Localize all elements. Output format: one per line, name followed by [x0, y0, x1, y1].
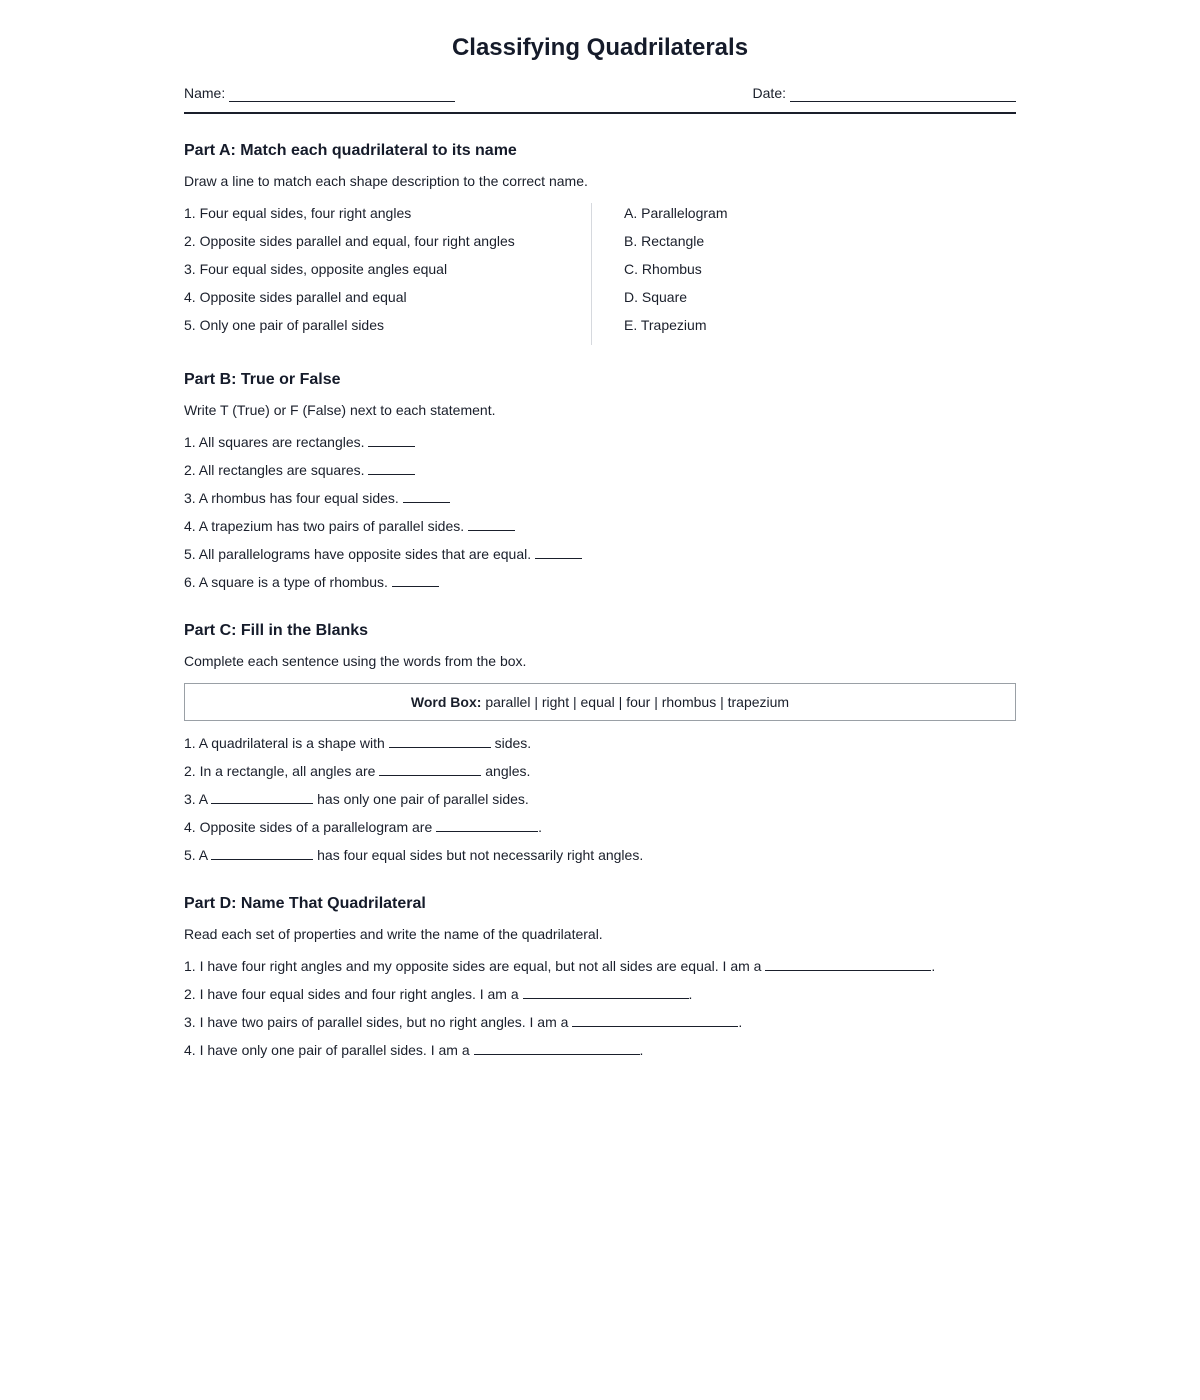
name-field: [184, 84, 455, 102]
true-false-item: [184, 460, 1016, 488]
fill-blank-item: [184, 817, 1016, 845]
part-a-title: Part A: Match each quadrilateral to its name: [184, 142, 517, 159]
true-false-item: [184, 516, 1016, 544]
true-false-item: [184, 544, 1016, 572]
fill-blank-item: [184, 845, 1016, 873]
statement-text: 1. All squares are rectangles.: [184, 434, 365, 450]
description-item: 2. Opposite sides parallel and equal, four right angles: [184, 233, 515, 249]
sentence-before: 5. A: [184, 847, 208, 863]
answer-blank[interactable]: [436, 817, 538, 832]
shape-name-item: A. Parallelogram: [624, 205, 728, 221]
part-d-section: [184, 893, 1016, 1068]
true-false-item: [184, 488, 1016, 516]
fill-blank-list: [184, 733, 1016, 873]
answer-blank[interactable]: [389, 733, 491, 748]
sentence-before: 4. Opposite sides of a parallelogram are: [184, 819, 433, 835]
riddle-text: 1. I have four right angles and my opposite sides are equal, but not all sides are equal. I am a: [184, 958, 762, 974]
date-blank[interactable]: [790, 85, 1016, 102]
fill-blank-item: [184, 761, 1016, 789]
riddle-text: 3. I have two pairs of parallel sides, but no right angles. I am a: [184, 1014, 569, 1030]
part-b-instructions: Write T (True) or F (False) next to each statement.: [184, 402, 496, 418]
name-blank[interactable]: [229, 85, 455, 102]
riddle-item: [184, 1040, 1016, 1068]
riddle-text: 4. I have only one pair of parallel sides. I am a: [184, 1042, 470, 1058]
part-c-instructions: Complete each sentence using the words from the box.: [184, 653, 527, 669]
answer-blank[interactable]: [368, 432, 415, 447]
riddle-end: .: [639, 1042, 644, 1058]
shape-name-item: B. Rectangle: [624, 233, 705, 249]
part-b-title: Part B: True or False: [184, 371, 341, 388]
description-column: [184, 203, 592, 345]
part-c-section: [184, 620, 1016, 873]
answer-blank[interactable]: [765, 956, 931, 971]
part-a-section: [184, 140, 1016, 345]
part-b-section: [184, 369, 1016, 600]
true-false-item: [184, 432, 1016, 460]
answer-blank[interactable]: [474, 1040, 640, 1055]
statement-text: 4. A trapezium has two pairs of parallel sides.: [184, 518, 465, 534]
sentence-after: sides.: [494, 735, 532, 751]
riddle-text: 2. I have four equal sides and four right angles. I am a: [184, 986, 519, 1002]
description-item: 1. Four equal sides, four right angles: [184, 205, 412, 221]
header-row: [184, 84, 1016, 114]
sentence-after: has only one pair of parallel sides.: [317, 791, 529, 807]
shape-name-item: C. Rhombus: [624, 261, 702, 277]
answer-blank[interactable]: [572, 1012, 738, 1027]
fill-blank-item: [184, 733, 1016, 761]
description-item: 4. Opposite sides parallel and equal: [184, 289, 407, 305]
sentence-before: 2. In a rectangle, all angles are: [184, 763, 376, 779]
answer-blank[interactable]: [392, 572, 439, 587]
sentence-after: has four equal sides but not necessarily right angles.: [317, 847, 644, 863]
riddle-item: [184, 956, 1016, 984]
worksheet-title: Classifying Quadrilaterals: [451, 34, 749, 61]
matching-grid: [184, 203, 1016, 345]
answer-blank[interactable]: [368, 460, 415, 475]
part-d-instructions: Read each set of properties and write the name of the quadrilateral.: [184, 926, 603, 942]
riddle-end: .: [688, 986, 693, 1002]
word-box-words: parallel | right | equal | four | rhombus | trapezium: [485, 694, 790, 710]
statement-text: 6. A square is a type of rhombus.: [184, 574, 388, 590]
sentence-before: 1. A quadrilateral is a shape with: [184, 735, 385, 751]
sentence-before: 3. A: [184, 791, 208, 807]
answer-blank[interactable]: [468, 516, 515, 531]
answer-blank[interactable]: [211, 789, 313, 804]
part-c-title: Part C: Fill in the Blanks: [184, 622, 369, 639]
word-box: [184, 683, 1016, 721]
answer-blank[interactable]: [523, 984, 689, 999]
true-false-list: [184, 432, 1016, 600]
part-d-title: Part D: Name That Quadrilateral: [184, 895, 426, 912]
statement-text: 2. All rectangles are squares.: [184, 462, 365, 478]
date-field: [753, 84, 1016, 102]
name-column: [592, 203, 728, 345]
statement-text: 3. A rhombus has four equal sides.: [184, 490, 399, 506]
true-false-item: [184, 572, 1016, 600]
answer-blank[interactable]: [535, 544, 582, 559]
fill-blank-item: [184, 789, 1016, 817]
description-item: 5. Only one pair of parallel sides: [184, 317, 384, 333]
date-label: Date:: [752, 85, 786, 101]
description-item: 3. Four equal sides, opposite angles equal: [184, 261, 448, 277]
riddle-item: [184, 1012, 1016, 1040]
sentence-after: .: [538, 819, 543, 835]
sentence-after: angles.: [485, 763, 531, 779]
name-label: Name:: [184, 85, 226, 101]
answer-blank[interactable]: [403, 488, 450, 503]
riddle-list: [184, 956, 1016, 1068]
shape-name-item: D. Square: [624, 289, 688, 305]
riddle-item: [184, 984, 1016, 1012]
riddle-end: .: [931, 958, 936, 974]
answer-blank[interactable]: [211, 845, 313, 860]
answer-blank[interactable]: [379, 761, 481, 776]
riddle-end: .: [738, 1014, 743, 1030]
worksheet-page: [184, 0, 1016, 1068]
part-a-instructions: Draw a line to match each shape description to the correct name.: [184, 173, 588, 189]
statement-text: 5. All parallelograms have opposite sides that are equal.: [184, 546, 532, 562]
word-box-label: Word Box:: [410, 694, 482, 710]
shape-name-item: E. Trapezium: [624, 317, 707, 333]
